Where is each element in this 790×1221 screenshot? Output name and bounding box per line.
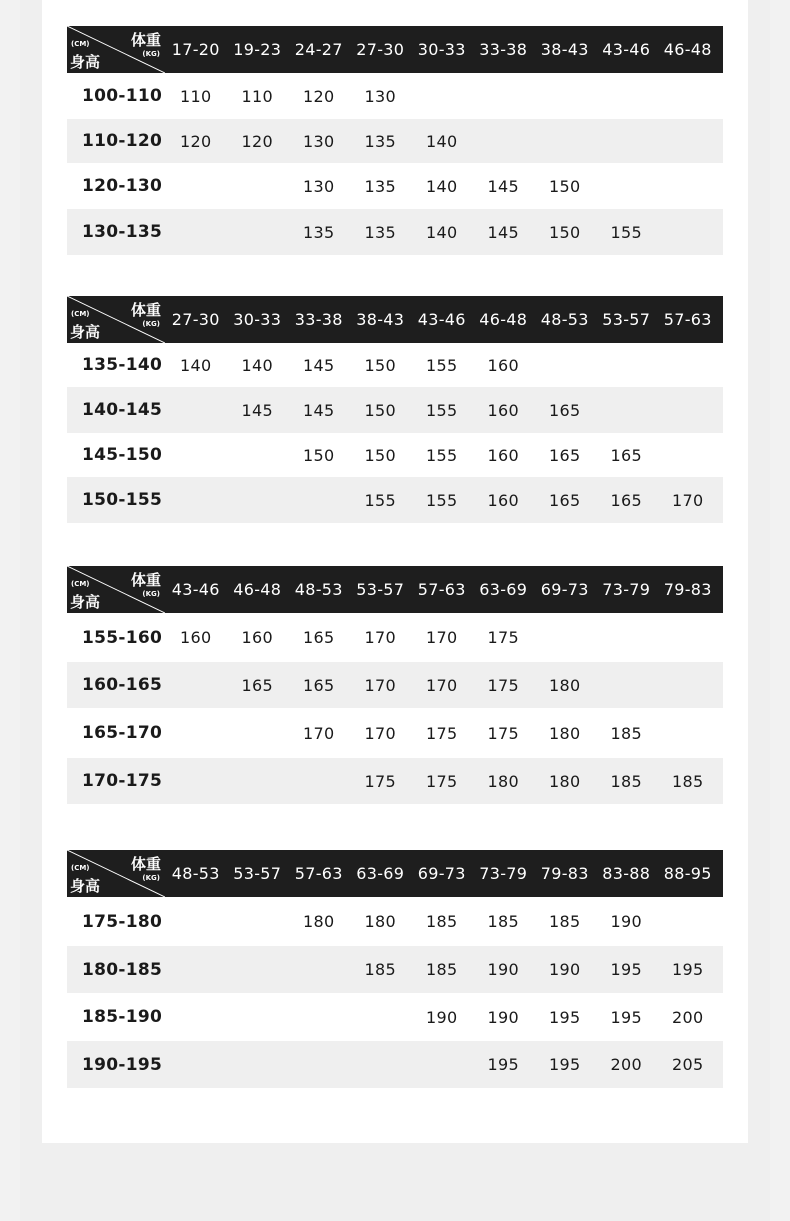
table-row [67,387,723,433]
height-range-label: 185-190 [82,1007,163,1027]
size-cell: 155 [426,400,458,420]
size-cell: 140 [180,355,212,375]
height-range-label: 155-160 [82,627,163,648]
height-unit: (CM) [71,580,90,588]
size-cell: 150 [303,445,335,465]
height-label: 身高 [70,53,101,71]
size-cell: 165 [303,675,335,695]
size-cell: 190 [426,1007,458,1027]
size-cell: 165 [549,400,581,420]
table-row [67,163,723,209]
size-cell: 120 [241,131,273,151]
size-cell: 135 [364,131,396,151]
size-cell: 155 [426,490,458,510]
height-unit: (CM) [71,310,90,318]
weight-range-header: 17-20 [171,40,220,59]
size-cell: 175 [487,723,519,743]
height-range-label: 100-110 [82,86,163,106]
height-range-label: 190-195 [82,1054,163,1075]
size-cell: 135 [364,222,396,242]
weight-range-header: 79-83 [540,864,589,883]
header-corner [67,26,165,73]
size-cell: 140 [426,222,458,242]
size-cell: 195 [549,1007,581,1027]
size-cell: 145 [303,400,335,420]
size-cell: 180 [549,771,581,791]
size-cell: 150 [364,400,396,420]
size-cell: 185 [549,912,581,931]
weight-range-header: 27-30 [356,40,405,59]
size-cell: 185 [364,960,396,979]
weight-range-header: 48-53 [540,310,589,329]
weight-range-header: 33-38 [294,310,343,329]
size-cell: 155 [426,355,458,375]
weight-range-header: 53-57 [602,310,651,329]
table-row [67,1041,723,1088]
height-label: 身高 [70,593,101,611]
size-cell: 110 [241,86,273,106]
size-table-3 [67,566,723,804]
weight-label: 体重 [130,301,161,319]
size-cell: 200 [610,1055,642,1074]
size-cell: 160 [487,355,519,375]
weight-unit: (KG) [142,320,160,328]
size-cell: 190 [487,960,519,979]
header-corner [67,296,165,343]
size-cell: 145 [487,222,519,242]
size-cell: 190 [487,1007,519,1027]
size-cell: 175 [426,723,458,743]
size-cell: 165 [610,445,642,465]
size-cell: 150 [549,222,581,242]
weight-label: 体重 [130,31,161,49]
size-cell: 145 [303,355,335,375]
table-row [67,662,723,708]
size-cell: 190 [610,912,642,931]
size-table-2 [67,296,723,523]
weight-range-header: 53-57 [356,580,405,599]
size-table-4 [67,850,723,1088]
size-table-1 [67,26,723,255]
weight-range-header: 38-43 [540,40,589,59]
size-cell: 150 [364,355,396,375]
weight-range-header: 19-23 [233,40,282,59]
table-row [67,946,723,993]
weight-range-header: 69-73 [540,580,589,599]
weight-range-header: 46-48 [663,40,712,59]
weight-range-header: 63-69 [479,580,528,599]
header-corner [67,850,165,897]
weight-range-header: 79-83 [663,580,712,599]
height-range-label: 135-140 [82,355,163,375]
table-header [67,26,723,73]
size-cell: 180 [549,675,581,695]
table-row [67,73,723,119]
size-cell: 170 [364,723,396,743]
weight-range-header: 57-63 [294,864,343,883]
table-header [67,850,723,897]
weight-range-header: 48-53 [171,864,220,883]
size-cell: 170 [303,723,335,743]
weight-range-header: 24-27 [294,40,343,59]
size-cell: 165 [549,490,581,510]
table-row [67,993,723,1041]
height-range-label: 120-130 [82,176,163,196]
weight-range-header: 43-46 [602,40,651,59]
size-cell: 185 [426,960,458,979]
size-cell: 135 [364,176,396,196]
size-cell: 175 [487,675,519,695]
size-cell: 180 [487,771,519,791]
height-label: 身高 [70,323,101,341]
size-cell: 155 [426,445,458,465]
weight-range-header: 46-48 [233,580,282,599]
size-cell: 165 [610,490,642,510]
size-cell: 190 [549,960,581,979]
height-range-label: 180-185 [82,959,163,980]
weight-range-header: 88-95 [663,864,712,883]
size-cell: 175 [487,628,519,647]
size-cell: 160 [487,400,519,420]
size-cell: 150 [364,445,396,465]
size-cell: 180 [549,723,581,743]
weight-range-header: 38-43 [356,310,405,329]
size-cell: 155 [364,490,396,510]
weight-unit: (KG) [142,590,160,598]
weight-range-header: 53-57 [233,864,282,883]
height-unit: (CM) [71,40,90,48]
size-cell: 170 [364,675,396,695]
size-cell: 130 [303,176,335,196]
size-cell: 200 [672,1007,704,1027]
size-cell: 145 [241,400,273,420]
height-label: 身高 [70,877,101,895]
size-cell: 120 [303,86,335,106]
table-row [67,433,723,477]
height-range-label: 145-150 [82,445,163,465]
table-row [67,708,723,758]
size-cell: 165 [241,675,273,695]
size-cell: 155 [610,222,642,242]
size-cell: 185 [672,771,704,791]
size-cell: 185 [487,912,519,931]
weight-label: 体重 [130,855,161,873]
size-cell: 180 [364,912,396,931]
size-cell: 195 [487,1055,519,1074]
weight-unit: (KG) [142,874,160,882]
size-cell: 145 [487,176,519,196]
table-row [67,209,723,255]
size-cell: 170 [672,490,704,510]
height-range-label: 165-170 [82,723,163,743]
size-cell: 110 [180,86,212,106]
size-cell: 160 [487,490,519,510]
size-cell: 170 [426,675,458,695]
size-cell: 175 [364,771,396,791]
height-range-label: 130-135 [82,222,163,242]
weight-range-header: 43-46 [171,580,220,599]
size-cell: 140 [241,355,273,375]
weight-range-header: 57-63 [417,580,466,599]
size-cell: 160 [487,445,519,465]
size-cell: 135 [303,222,335,242]
size-cell: 140 [426,176,458,196]
weight-range-header: 73-79 [602,580,651,599]
size-cell: 150 [549,176,581,196]
size-cell: 175 [426,771,458,791]
height-range-label: 150-155 [82,490,163,510]
size-cell: 140 [426,131,458,151]
size-cell: 180 [303,912,335,931]
size-cell: 170 [426,628,458,647]
weight-unit: (KG) [142,50,160,58]
weight-range-header: 69-73 [417,864,466,883]
table-row [67,477,723,523]
table-row [67,897,723,946]
header-corner [67,566,165,613]
weight-range-header: 43-46 [417,310,466,329]
table-row [67,613,723,662]
height-range-label: 110-120 [82,131,163,151]
weight-range-header: 33-38 [479,40,528,59]
table-header [67,566,723,613]
height-range-label: 175-180 [82,911,163,932]
weight-range-header: 27-30 [171,310,220,329]
size-cell: 195 [610,960,642,979]
weight-range-header: 63-69 [356,864,405,883]
height-unit: (CM) [71,864,90,872]
table-row [67,758,723,804]
height-range-label: 170-175 [82,771,163,791]
size-cell: 195 [672,960,704,979]
size-cell: 165 [303,628,335,647]
size-cell: 170 [364,628,396,647]
weight-range-header: 73-79 [479,864,528,883]
size-cell: 165 [549,445,581,465]
size-cell: 130 [303,131,335,151]
height-range-label: 140-145 [82,400,163,420]
weight-range-header: 83-88 [602,864,651,883]
weight-range-header: 48-53 [294,580,343,599]
weight-range-header: 30-33 [417,40,466,59]
size-cell: 160 [180,628,212,647]
table-header [67,296,723,343]
size-cell: 120 [180,131,212,151]
height-range-label: 160-165 [82,675,163,695]
table-row [67,119,723,163]
size-cell: 185 [426,912,458,931]
weight-label: 体重 [130,571,161,589]
size-cell: 185 [610,771,642,791]
size-cell: 160 [241,628,273,647]
size-cell: 130 [364,86,396,106]
weight-range-header: 46-48 [479,310,528,329]
size-cell: 195 [549,1055,581,1074]
size-cell: 195 [610,1007,642,1027]
size-cell: 185 [610,723,642,743]
table-row [67,343,723,387]
weight-range-header: 57-63 [663,310,712,329]
size-cell: 205 [672,1055,704,1074]
weight-range-header: 30-33 [233,310,282,329]
